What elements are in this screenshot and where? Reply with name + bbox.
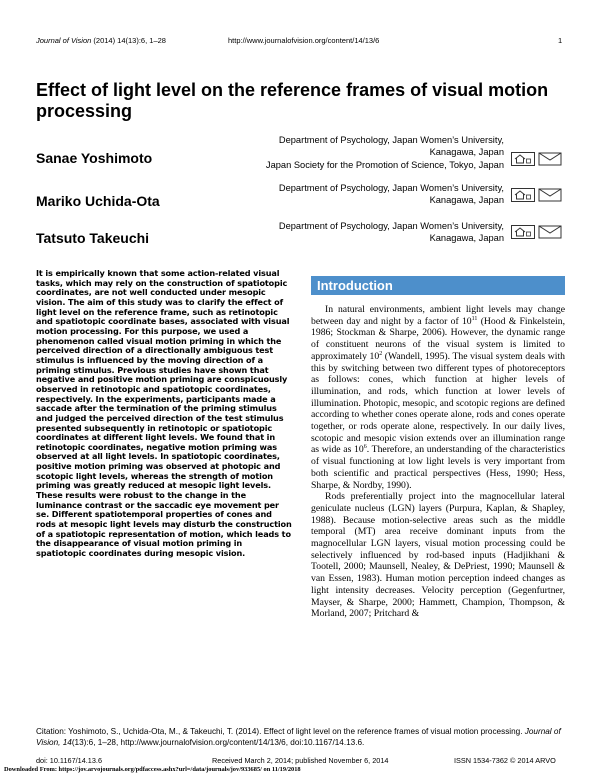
page-number: 1 — [558, 36, 563, 45]
article-title: Effect of light level on the reference frames of visual motion processing — [36, 80, 549, 121]
footer-issn: ISSN 1534-7362 © 2014 ARVO — [454, 756, 556, 765]
paragraph: Rods preferentially project into the magnocellular lateral geniculate nucleus (LGN) layers (Purpura, Kaplan, & Shapley, 1988). Because motion-selective areas such as the middle temporal (MT) area receive dominant inputs from the magnocellular LGN layers, visual motion processing could be selectively influenced by rod-based inputs (Hadjikhani & Tootell, 2000; Maunsell, Nealey, & DePriest, 1990; Maunsell & van Essen, 1983). Human motion perception indeed changes as light intensity decreases. Velocity perception (Gegenfurtner, Mayser, & Sharpe, 2000; Hammett, Champion, Thompson, & Morland, 2007; Pritchard & — [311, 491, 565, 620]
citation: Citation: Yoshimoto, S., Uchida-Ota, M., & Takeuchi, T. (2014). Effect of light level on the reference frames of visual motion processing. Journal of Vision, 14(13):6, 1–28, http://www.journalofvision.org/content/14/13/6, doi:10.1167/14.13.6. — [36, 727, 561, 747]
home-icon[interactable] — [511, 225, 535, 239]
author-affiliation: Department of Psychology, Japan Women’s University, Kanagawa, Japan — [278, 183, 504, 206]
author-name: Tatsuto Takeuchi — [36, 230, 150, 246]
home-icon[interactable] — [511, 188, 535, 202]
envelope-icon[interactable] — [538, 225, 562, 239]
envelope-icon[interactable] — [538, 152, 562, 166]
home-icon[interactable] — [511, 152, 535, 166]
running-header-url[interactable]: http://www.journalofvision.org/content/14/13/6 — [228, 36, 380, 45]
footer-dates: Received March 2, 2014; published November 6, 2014 — [212, 756, 389, 765]
author-links — [511, 225, 562, 239]
author-name: Mariko Uchida-Ota — [36, 193, 160, 209]
section-heading-introduction: Introduction — [311, 276, 565, 295]
envelope-icon[interactable] — [538, 188, 562, 202]
author-name: Sanae Yoshimoto — [36, 150, 153, 166]
running-header-journal: Journal of Vision (2014) 14(13):6, 1–28 — [36, 36, 166, 45]
author-links — [511, 188, 562, 202]
paragraph: In natural environments, ambient light levels may change between day and night by a factor of $10^{11}$ (Hood & Finkelstein, 1986; Stockman & Sharpe, 2006). However, the dynamic range of constituent neurons of the visual system is limited to approximately $10^2$ (Wandell, 1995). The visual system deals with this by switching between two different types of photoreceptors as follows: cones, which function at higher levels of illumination, and rods, which function at lower levels of illumination. Photopic, mesopic, and scotopic regions are defined according to whether cones operate alone, rods and cones operate together, or rods operate alone, respectively. In our daily lives, scotopic and mesopic vision extends over an illumination range as wide as $10^6$. Therefore, an understanding of the characteristics of visual functioning at low light levels is very important from both scientific and practical perspectives (Hess, 1990; Hess, Sharpe, & Nordby, 1990). — [311, 304, 566, 491]
author-affiliation: Department of Psychology, Japan Women’s University, Kanagawa, Japan Japan Society for the Promotion of Science, Tokyo, Japan — [265, 135, 504, 170]
footer-doi: doi: 10.1167/14.13.6 — [36, 756, 102, 765]
abstract: It is empirically known that some action-related visual tasks, which may rely on the construction of spatiotopic coordinates, are not well conducted under mesopic vision. The aim of this study was to clarify the effect of light level on the reference frame, such as retinotopic and spatiotopic coordinate bases, associated with visual motion processing. For this purpose, we used a phenomenon called visual motion priming in which the perceived direction of a directionally ambiguous test stimulus is influenced by the moving direction of a priming stimulus. Previous studies have shown that negative and positive motion priming are conspicuously observed in retinotopic and spatiotopic coordinates, respectively. In the experiments, participants made a saccade after the termination of the priming stimulus and judged the perceived direction of the test stimulus presented subsequently in retinotopic or spatiotopic coordinates at different light levels. We found that in retinotopic coordinates, negative motion priming was observed at all light levels. In spatiotopic coordinates, positive motion priming was observed at photopic and scotopic light levels, whereas the strength of motion priming was greatly reduced at mesopic light levels. These results were robust to the change in the luminance contrast or the saccadic eye movement per se. Different spatiotemporal properties of cones and rods at mesopic light levels may disturb the construction of a spatiotopic representation of motion, which leads to the disappearance of visual motion priming in spatiotopic coordinates during mesopic vision. — [36, 268, 292, 559]
download-line: Downloaded From: https://jov.arvojournals.org/pdfaccess.ashx?url=/data/journals/jov/933685/ on 11/19/2018 — [4, 766, 301, 773]
author-links — [511, 152, 562, 166]
introduction-body — [311, 304, 565, 620]
author-affiliation: Department of Psychology, Japan Women’s University, Kanagawa, Japan — [278, 221, 504, 244]
